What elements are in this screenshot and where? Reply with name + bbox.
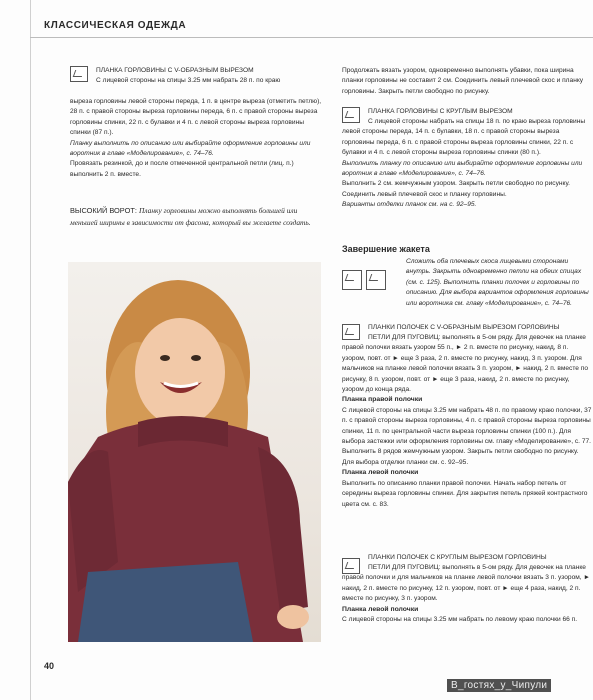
round-neck-paragraph: С лицевой стороны набрать на спицы 18 п. по краю выреза горловины левой стороны переда, 14 п. с булавки, 18 п. с правой стороны выреза горловины переда, 6 п. с правой стороны выреза горловины спинки, 22 п. с булавки и 4 п. с левой стороны выреза горловины спинки (80 п.). [342,118,586,157]
round-neck-band-head [368,553,592,563]
right-band-subheading: Планка правой полочки [342,396,423,404]
left-column-body [70,97,326,180]
jacket-finish-body [342,257,592,309]
v-neck-paragraph: выреза горловины левой стороны переда, 1 п. в центре выреза (отметить петлю), 28 п. с правой стороны выреза горловины переда, 6 п. с правой стороны выреза горловины спинки, 22 п. с булавки и 4 п. с левой стороны выреза горловины спинки (87 п.). [70,98,322,137]
high-collar-note [70,205,326,229]
v-neck-first-line: С лицевой стороны на спицы 3.25 мм набрать 28 п. по краю [96,77,281,85]
watermark: В_гостях_у_Чипули [447,679,551,692]
v-neck-band-head [368,323,592,333]
left-band-paragraph-2: С лицевой стороны на спицы 3.25 мм набрать по левому краю полочки 66 п. [342,616,578,624]
round-neck-moss: Выполнить 2 см. жемчужным узором. Закрыть петли свободно по рисунку. Соединить левый плечевой скос и планку горловины. [342,180,570,198]
jacket-finish-heading: Завершение жакета [342,244,430,254]
round-neck-title: ПЛАНКА ГОРЛОВИНЫ С КРУГЛЫМ ВЫРЕЗОМ [368,108,513,115]
v-neck-note: Планку выполнить по описанию или выбирайте оформление горловины или воротник в главе «Моделирование», с. 74–76. [70,139,311,158]
v-neck-title: ПЛАНКА ГОРЛОВИНЫ С V-ОБРАЗНЫМ ВЫРЕЗОМ [96,67,254,74]
left-band-subheading: Планка левой полочки [342,469,419,477]
right-band-paragraph: С лицевой стороны на спицы 3.25 мм набрать 48 п. по правому краю полочки, 37 п. с правой стороны выреза горловины, 4 п. с правой стороны выреза горловины спинки, 11 п. по центральной части выреза горловины спинки (100 п.). Для выбора застежки или оформления горловины см. главу «Моделирование», с. 77. Выполнить 8 рядов жемчужным узором. Закрыть петли свободно по рисунку. Для выбора отделки планки см. с. 92–95. [342,406,592,466]
round-neck-note: Выполнить планку по описанию или выбирайте оформление горловины или воротник в главе «Моделирование», с. 74–76. [342,159,583,178]
page-gutter-line [30,0,31,700]
left-band-paragraph: Выполнить по описанию планки правой полочки. Начать набор петель от середины выреза горловины спинки. Для закрытия петель пряжей контрастного цвета см. с. 83. [342,479,588,508]
high-collar-label: ВЫСОКИЙ ВОРОТ: [70,206,137,215]
buttonholes-round-paragraph: ПЕТЛИ ДЛЯ ПУГОВИЦ: выполнять в 5-ом ряду. Для девочек на планке правой полочки и для мальчиков на планке левой полочки вязать 3 п. узором, ► накид, 2 п. вместе по рисунку, 12 п. узором, повт. от ► еще 4 раза, накид, 2 п. вместе по рисунку, 3 п. узором. [342,564,590,603]
high-collar-text: Планку горловины можно выполнять большей или меньшей ширины в зависимости от фасона, который вы желаете создать. [70,206,311,227]
round-neck-band-title: ПЛАНКИ ПОЛОЧЕК С КРУГЛЫМ ВЫРЕЗОМ ГОРЛОВИНЫ [368,554,547,561]
v-neck-band-title: ПЛАНКИ ПОЛОЧЕК С V-ОБРАЗНЫМ ВЫРЕЗОМ ГОРЛОВИНЫ [368,324,560,331]
page-number: 40 [44,661,55,671]
round-neck-variants: Варианты отделки планок см. на с. 92–95. [342,201,477,209]
header-rule [30,37,593,38]
left-band-subheading-2: Планка левой полочки [342,605,419,613]
section-header: КЛАССИЧЕСКАЯ ОДЕЖДА [44,20,187,31]
left-column-top [96,66,326,87]
jacket-finish-paragraph: Сложить оба плечевых скоса лицевыми сторонами внутрь. Закрыть одновременно петли на обеих спицах (см. с. 125). Выполнить планки полочек и горловины по описанию. Для выбора вариантов оформления горловины или воротника см. главу «Моделирование», с. 74–76. [406,258,589,307]
right-column-top [342,66,592,97]
child-photo [68,262,321,642]
finish-neck-paragraph: Продолжать вязать узором, одновременно выполнять убавки, пока ширина планки горловины не составит 2 см. Соединить левый плечевой скос и планку горловины. Закрыть петли свободно по рисунку. [342,67,584,95]
round-neck-band-body [342,563,592,625]
buttonholes-v-paragraph: ПЕТЛИ ДЛЯ ПУГОВИЦ: выполнять в 5-ом ряду. Для девочек на планке правой полочки вязать узором 55 п., ► 2 п. вместе по рисунку, накид, 8 п. узором, повт. от ► еще 3 раза, 2 п. вместе по рисунку, накид, 3 п. узором. Для мальчиков на планке левой полочки вязать 3 п. узором, ► накид, 2 п. вместе по рисунку, 8 п. узором, повт. от ► еще 3 раза, накид, 2 п. вместе по рисунку, узором до конца ряда. [342,334,589,394]
v-neck-icon [70,66,88,82]
v-neck-band-body [342,333,592,510]
v-neck-rib: Провязать резинкой, до и после отмеченной центральной петли (лиц. п.) выполнить 2 п. вместе. [70,160,294,178]
round-neck-head [368,107,592,117]
round-neck-body [342,117,592,211]
